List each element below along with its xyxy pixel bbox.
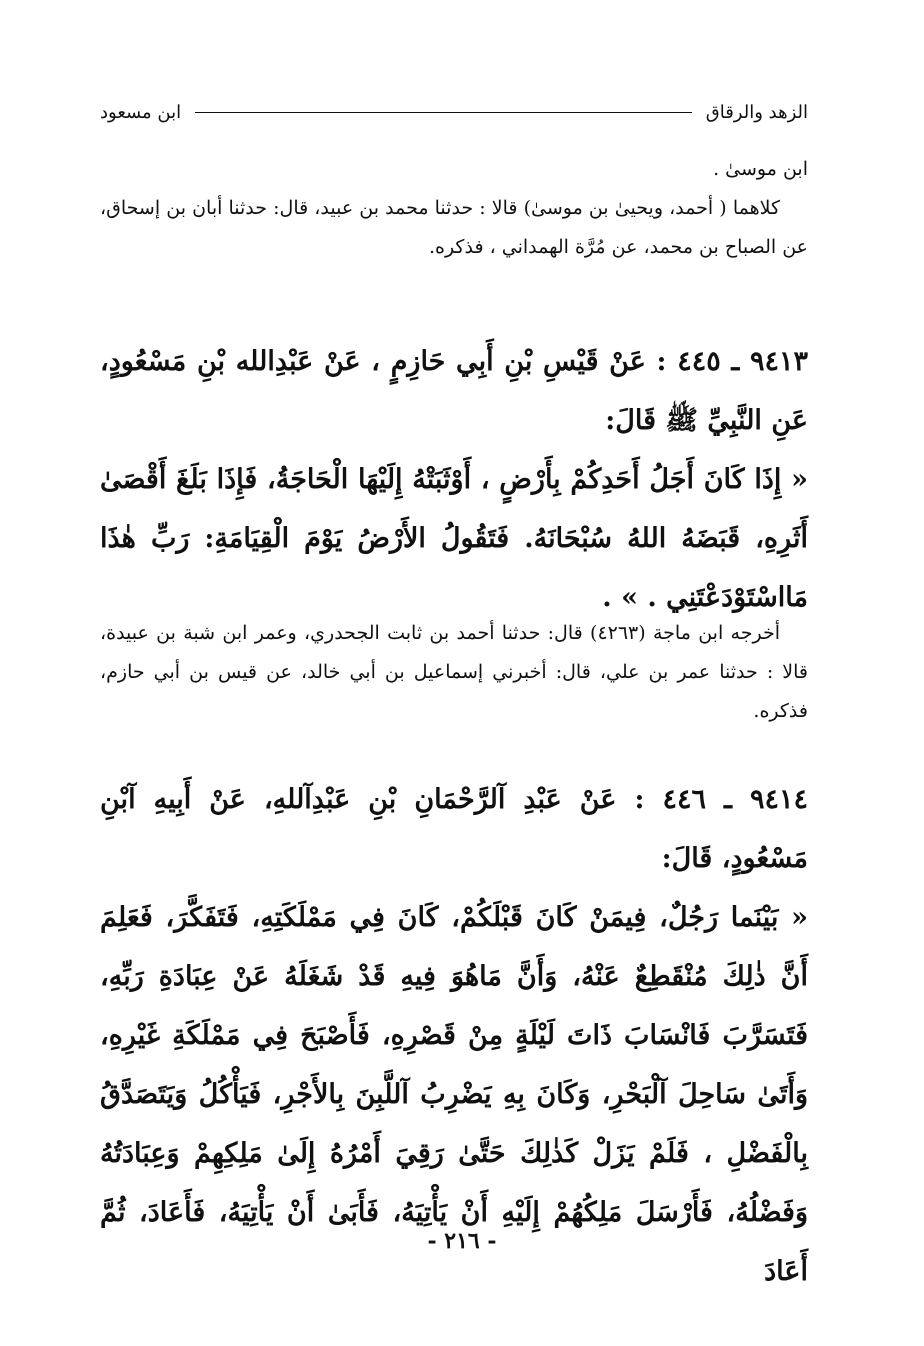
running-header xyxy=(100,92,808,132)
hadith-1 xyxy=(100,332,808,627)
header-section-title: ابن مسعود xyxy=(100,101,182,123)
hadith-1-matn: « إِذَا كَانَ أَجَلُ أَحَدِكُمْ بِأَرْضٍ ، أَوْثَبَتْهُ إِلَيْهَا الْحَاجَةُ، فَإِذَا بَلَغَ أَقْصَىٰ أَثَرِهِ، قَبَضَهُ اللهُ سُبْحَانَهُ. فَتَقُولُ الأَرْضُ يَوْمَ الْقِيَامَةِ: رَبِّ هٰذَا مَااسْتَوْدَعْتَنِي . » . xyxy=(100,464,808,613)
prev-takhrij-paragraph: كلاهما ( أحمد، ويحيىٰ بن موسىٰ) قالا : حدثنا محمد بن عبيد، قال: حدثنا أبان بن إسحاق، عن الصباح بن محمد، عن مُرَّة الهمداني ، فذكره. xyxy=(100,197,808,258)
page-number: - ٢١٦ - xyxy=(427,1228,497,1254)
header-book-title: الزهد والرقاق xyxy=(705,101,808,123)
page-body xyxy=(100,150,808,267)
hadith-2-isnad: ٩٤١٤ ـ ٤٤٦ : عَنْ عَبْدِ آلرَّحْمَانِ بْنِ عَبْدِآللهِ، عَنْ أَبِيهِ آبْنِ مَسْعُودٍ، قَالَ: xyxy=(100,784,808,874)
hadith-1-isnad: ٩٤١٣ ـ ٤٤٥ : عَنْ قَيْسِ بْنِ أَبِي حَازِمٍ ، عَنْ عَبْدِالله بْنِ مَسْعُودٍ، عَنِ النَّبِيِّ ﷺ قَالَ: xyxy=(100,346,808,436)
hadith-2-matn: « بَيْنَما رَجُلٌ، فِيمَنْ كَانَ قَبْلَكُمْ، كَانَ فِي مَمْلَكَتِهِ، فَتَفَكَّرَ، فَعَلِمَ أَنَّ ذٰلِكَ مُنْقَطِعٌ عَنْهُ، وَأَنَّ مَاهُوَ فِيهِ قَدْ شَغَلَهُ عَنْ عِبَادَةِ رَبِّهِ، فَتَسَرَّبَ فَانْسَابَ ذَاتَ لَيْلَةٍ مِنْ قَصْرِهِ، فَأَصْبَحَ فِي مَمْلَكَةِ غَيْرِهِ، وَأَتَىٰ سَاحِلَ آلْبَحْرِ، وَكَانَ بِهِ يَضْرِبُ آللَّبِنَ بِالأَجْرِ، فَيَأْكُلُ وَيَتَصَدَّقُ بِالْفَضْلِ ، فَلَمْ يَزَلْ كَذٰلِكَ حَتَّىٰ رَقِيَ أَمْرُهُ إِلَىٰ مَلِكِهِمْ وَعِبَادَتُهُ وَفَضْلُهُ، فَأَرْسَلَ مَلِكُهُمْ إِلَيْهِ أَنْ يَأْتِيَهُ، فَأَبَىٰ أَنْ يَأْتِيَهُ، فَأَعَادَ، ثُمَّ أَعَادَ xyxy=(100,902,808,1287)
hadith-1-takhrij xyxy=(100,614,808,731)
takhrij-paragraph: أخرجه ابن ماجة (٤٢٦٣) قال: حدثنا أحمد بن ثابت الجحدري، وعمر ابن شبة بن عبيدة، قالا : حدثنا عمر بن علي، قال: أخبرني إسماعيل بن أبي خالد، عن قيس بن أبي حازم، فذكره. xyxy=(100,622,808,722)
prev-hadith-end: ابن موسىٰ . xyxy=(713,158,808,180)
hadith-2 xyxy=(100,770,808,1301)
header-rule xyxy=(195,112,692,113)
